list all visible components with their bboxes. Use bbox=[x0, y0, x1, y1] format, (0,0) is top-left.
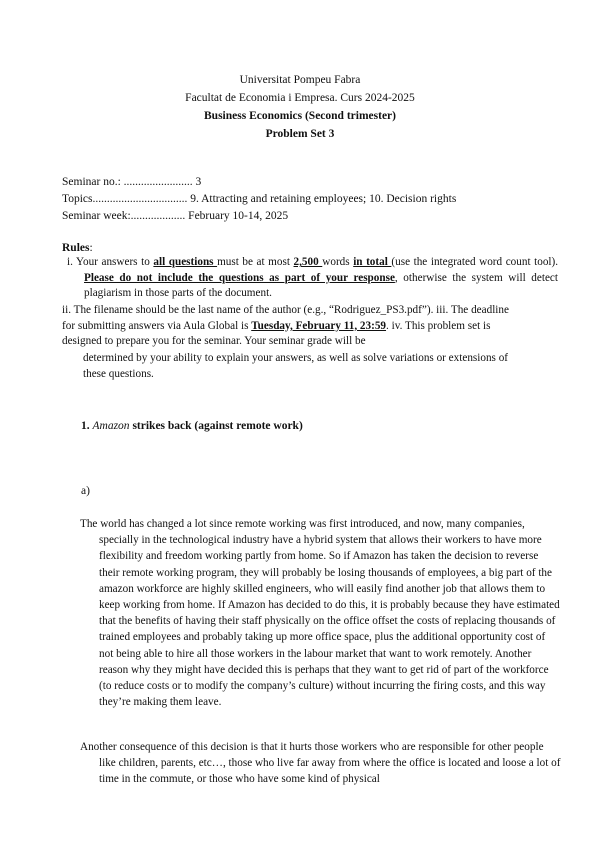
company-name: Amazon bbox=[92, 420, 130, 432]
question-heading: 1. Amazon strikes back (against remote work) bbox=[81, 420, 303, 432]
course-title: Business Economics (Second trimester) bbox=[204, 110, 396, 122]
rules-heading: Rules: bbox=[62, 242, 93, 254]
topics-value: 9. Attracting and retaining employees; 10. Decision rights bbox=[190, 193, 457, 205]
seminar-number-label: Seminar no.: ........................ bbox=[62, 176, 193, 188]
faculty-line: Facultat de Economia i Empresa. Curs 2024-2025 bbox=[185, 92, 415, 104]
topics-label: Topics................................. bbox=[62, 193, 188, 205]
seminar-number-row bbox=[62, 174, 201, 190]
university-name: Universitat Pompeu Fabra bbox=[239, 74, 361, 86]
answer-paragraph-1: The world has changed a lot since remote working was first introduced, and now, many companies, specially in the technological industry have a hybrid system that allows their workers to have more flexibility and freedom working partly from home. So if Amazon has taken the decision to reverse their remote working program, they will probably be losing thousands of employees, a big part of the amazon workforce are highly skilled engineers, who will easily find another job that allows them to keep working from home. If Amazon has decided to do this, it is probably because they have estimated that the benefits of having their staff physically on the office offset the costs of replacing thousands of trained employees and probably taking up more office space, plus the additional opportunity cost of not being able to hire all those workers in the labour market that want to work remotely. Another reason why they might have decided this is perhaps that they want to get rid of part of the workforce (to reduce costs or to modify the company’s culture) without incurring the firing costs, and this way they’re making them leave. bbox=[80, 518, 560, 709]
topics-row bbox=[62, 191, 456, 207]
seminar-week-label: Seminar week:................... bbox=[62, 210, 186, 222]
problem-set-title: Problem Set 3 bbox=[265, 128, 335, 140]
rule-item-3: determined by your ability to explain your answers, as well as solve variations or extensions of these questions. bbox=[83, 352, 509, 380]
seminar-week-row bbox=[62, 208, 288, 224]
rules-title: Rules bbox=[62, 242, 90, 254]
seminar-number-value: 3 bbox=[195, 176, 202, 188]
part-label: a) bbox=[81, 485, 90, 497]
answer-paragraph-2: Another consequence of this decision is that it hurts those workers who are responsible for other people like children, parents, etc…, those who live far away from where the office is located and loose a lot of time in the commute, or those who have some kind of physical bbox=[80, 741, 561, 786]
rule-item-1: i. Your answers to all questions must be at most 2,500 words in total (use the integrated word count tool). Please do not include the questions as part of your response, otherwise the system will detect plagiarism in those parts of the document. bbox=[67, 256, 559, 300]
seminar-week-value: February 10-14, 2025 bbox=[188, 210, 289, 222]
rule-item-2: ii. The filename should be the last name of the author (e.g., “Rodriguez_PS3.pdf”). iii. The deadline for submitting answers via Aula Global is Tuesday, February 11, 23:59. iv. This problem set is designed to prepare you for the seminar. Your seminar grade will be bbox=[62, 304, 509, 348]
